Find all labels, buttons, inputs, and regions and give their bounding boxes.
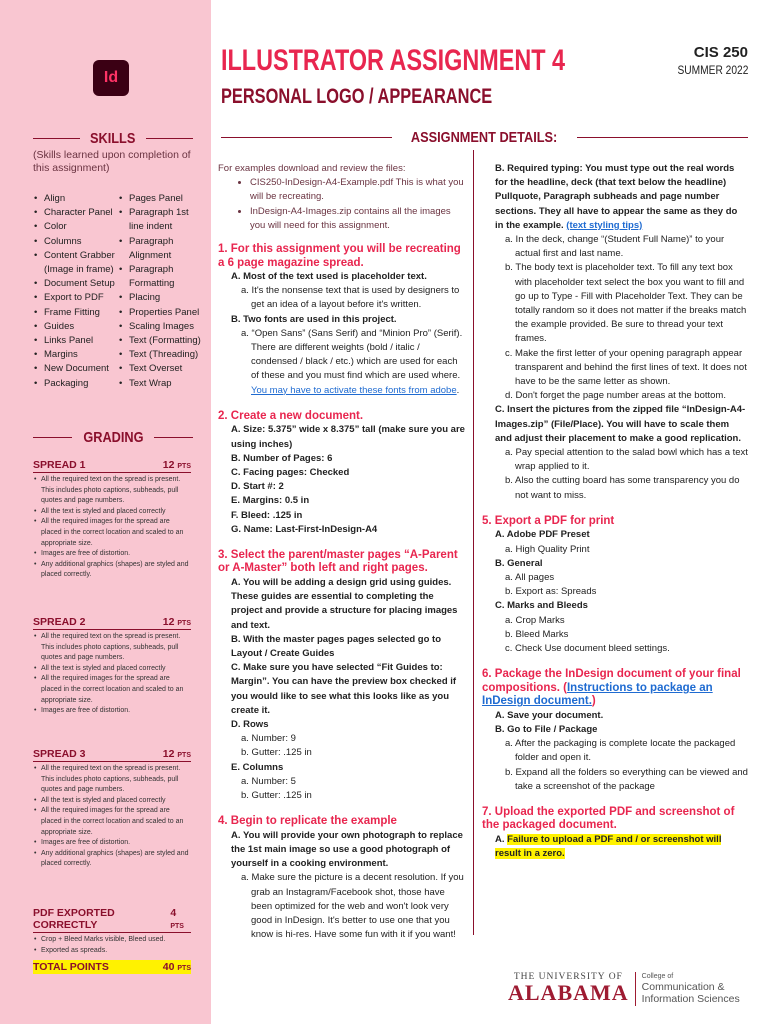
grading-heading: GRADING	[33, 429, 193, 446]
step-4-a: A. You will provide your own photograph to replace the 1st main image so use a good photograph of yourself in a cooking environment.	[231, 829, 463, 870]
skill-item: • Text (Formatting)	[129, 334, 205, 348]
step-2-item: F. Bleed: .125 in	[231, 509, 303, 521]
step-2-item: A. Size: 5.375” wide x 8.375” tall (make sure you are using inches)	[231, 424, 465, 450]
skill-item: • Placing	[129, 291, 205, 305]
logo-dept-1: Communication &	[641, 981, 725, 993]
grading-block-title: SPREAD 1	[33, 459, 86, 471]
step-5-c-a: a. Crop Marks	[505, 614, 565, 626]
skill-item: • Columns	[44, 235, 120, 249]
grading-criterion: • Any additional graphics (shapes) are styled and placed correctly.	[41, 849, 191, 870]
step-4-c-b: b. Also the cutting board has some transparency you do not want to miss.	[505, 475, 740, 501]
step-3-d-b: b. Gutter: .125 in	[241, 747, 312, 759]
grading-criterion: • All the required images for the spread are placed in the correct location and scaled to an appropriate size.	[41, 517, 191, 549]
step-1-b-a: a. “Open Sans” (Sans Serif) and “Minion Pro” (Serif). There are different weights (bold / italic / condensed / black / etc.) which are used for each of these and you must find which are used where. You may have to activate these fonts from adobe.	[241, 327, 463, 396]
step-5-a: A. Adobe PDF Preset	[495, 529, 590, 541]
skill-item: • Text (Threading)	[129, 348, 205, 362]
step-4-c: C. Insert the pictures from the zipped file “InDesign-A4-Images.zip” (File/Place). You will have to scale them and adjust their placement to make a good replication.	[495, 404, 746, 444]
details-left-column	[218, 162, 466, 942]
list-item: • CIS250-InDesign-A4-Example.pdf This is what you will be recreating.	[250, 176, 466, 204]
grading-block-points: 12	[162, 748, 175, 760]
step-4-a-a: a. Make sure the picture is a decent resolution. If you grab an Instagram/Facebook shot, those have been optimized for the web and won't look very good in InDesign. It's better to use one that you know is hi-res. Have some fun with it if you want!	[241, 872, 464, 941]
step-2-item: B. Number of Pages: 6	[231, 452, 333, 464]
skill-item: • Content Grabber (Image in frame)	[44, 249, 120, 277]
step-1-b: B. Two fonts are used in this project.	[231, 313, 397, 325]
skill-item: • Paragraph 1st line indent	[129, 206, 205, 234]
step-6-b-a: a. After the packaging is complete locate the packaged folder and open it.	[505, 738, 736, 764]
step-4-b-d: d. Don't forget the page number areas at the bottom.	[505, 390, 726, 402]
step-2-items	[218, 423, 466, 537]
step-3-e-b: b. Gutter: .125 in	[241, 790, 312, 802]
grading-block-title: SPREAD 2	[33, 616, 86, 628]
step-5-b: B. General	[495, 557, 543, 569]
step-1-a-a: a. It's the nonsense text that is used by designers to get an idea of a layout before it's written.	[241, 285, 460, 311]
step-5-a-a: a. High Quality Print	[505, 543, 590, 555]
step-6-b-b: b. Expand all the folders so everything can be viewed and take a screenshot of the package	[505, 766, 748, 792]
logo-college: College of	[641, 973, 674, 980]
step-3-title: 3. Select the parent/master pages “A-Parent or A-Master” both left and right pages.	[218, 548, 458, 575]
grading-criterion: • All the text is styled and placed correctly	[41, 796, 191, 807]
total-points: TOTAL POINTS 40 PTS	[33, 961, 191, 973]
skill-item: • Export to PDF	[44, 291, 120, 305]
indesign-app-icon: Id	[93, 60, 129, 96]
grading-block-title: PDF EXPORTED CORRECTLY	[33, 907, 115, 931]
skill-item: • Links Panel	[44, 334, 120, 348]
step-5-title: 5. Export a PDF for print	[482, 514, 615, 527]
step-5-b-a: a. All pages	[505, 571, 555, 583]
grading-block: SPREAD 2 12 PTS • All the required text on the spread is present. This includes photo captions, subheads, pull quotes and page numbers. • All the text is styled and placed correctly • All the required images for the spread are placed in the correct location and scaled to an appropriate size. • Images are free of distortion.	[33, 616, 191, 717]
grading-criterion: • All the required images for the spread are placed in the correct location and scaled to an appropriate size.	[41, 806, 191, 838]
page-subtitle: PERSONAL LOGO / APPEARANCE	[221, 85, 493, 108]
step-6-b: B. Go to File / Package	[495, 723, 598, 735]
intro-list	[218, 176, 466, 233]
skill-item: • Guides	[44, 320, 120, 334]
skill-item: • Frame Fitting	[44, 306, 120, 320]
step-6-a: A. Save your document.	[495, 709, 604, 721]
details-heading: ASSIGNMENT DETAILS:	[221, 129, 748, 146]
skills-heading: SKILLS	[33, 130, 193, 147]
list-item: • InDesign-A4-Images.zip contains all the images you will need for this assignment.	[250, 205, 466, 233]
step-5-c: C. Marks and Bleeds	[495, 600, 588, 612]
step-3-d-a: a. Number: 9	[241, 733, 296, 745]
skill-item: • Document Setup	[44, 277, 120, 291]
grading-criterion: • All the text is styled and placed correctly	[41, 664, 191, 675]
skill-item: • Properties Panel	[129, 306, 205, 320]
step-2-title: 2. Create a new document.	[218, 409, 364, 422]
grading-criterion: • All the text is styled and placed correctly	[41, 507, 191, 518]
step-4-b: B. Required typing: You must type out the real words for the headline, deck (that text below the headline) Pullquote, Paragraph subheads and page number sections. They all have to appear the same as they do in the example. (text styling tips)	[495, 163, 738, 231]
course-code: CIS 250	[693, 44, 748, 61]
skill-item: • Align	[44, 192, 120, 206]
grading-criterion: • All the required images for the spread are placed in the correct location and scaled to an appropriate size.	[41, 674, 191, 706]
step-3-e: E. Columns	[231, 761, 284, 773]
grading-criterion: • Exported as spreads.	[41, 946, 191, 957]
university-logo	[508, 972, 740, 1006]
step-2-item: C. Facing pages: Checked	[231, 466, 350, 478]
grading-block: SPREAD 1 12 PTS • All the required text on the spread is present. This includes photo captions, subheads, pull quotes and page numbers. • All the text is styled and placed correctly • All the required images for the spread are placed in the correct location and scaled to an appropriate size. • Images are free of distortion. • Any additional graphics (shapes) are styled and placed correctly.	[33, 459, 191, 581]
course-term: SUMMER 2022	[677, 63, 748, 77]
step-7-title: 7. Upload the exported PDF and screenshot of the packaged document.	[482, 805, 735, 832]
step-5-c-b: b. Bleed Marks	[505, 628, 569, 640]
skill-item: • Paragraph Formatting	[129, 263, 205, 291]
grading-block-points: 12	[162, 616, 175, 628]
step-5-b-b: b. Export as: Spreads	[505, 586, 597, 598]
skill-item: • Packaging	[44, 377, 120, 391]
step-4-title: 4. Begin to replicate the example	[218, 815, 397, 828]
grading-block: SPREAD 3 12 PTS • All the required text on the spread is present. This includes photo captions, subheads, pull quotes and page numbers. • All the text is styled and placed correctly • All the required images for the spread are placed in the correct location and scaled to an appropriate size. • Images are free of distortion. • Any additional graphics (shapes) are styled and placed correctly.	[33, 748, 191, 870]
skill-item: • Paragraph Alignment	[129, 235, 205, 263]
grading-criterion: • All the required text on the spread is present. This includes photo captions, subheads, pull quotes and page numbers.	[41, 764, 191, 796]
step-4-b-c: c. Make the first letter of your opening paragraph appear transparent and behind the first lines of text. It does not have to be the same letter as shown.	[505, 347, 747, 388]
step-1-title: 1. For this assignment you will be recreating a 6 page magazine spread.	[218, 243, 461, 269]
fonts-link[interactable]: You may have to activate these fonts from adobe	[251, 384, 457, 396]
step-6-title: 6. Package the InDesign document of your final compositions. (Instructions to package an InDesign document.)	[482, 668, 741, 708]
logo-name: ALABAMA	[508, 980, 629, 1005]
grading-criterion: • Images are free of distortion.	[41, 838, 191, 849]
skills-note: (Skills learned upon completion of this assignment)	[33, 149, 191, 174]
step-2-item: D. Start #: 2	[231, 481, 284, 493]
intro-text: For examples download and review the files:	[218, 163, 406, 174]
skill-item: • Margins	[44, 348, 120, 362]
skill-item: • New Document	[44, 362, 120, 376]
column-divider	[473, 150, 474, 935]
details-right-column	[482, 162, 748, 861]
grading-block-title: SPREAD 3	[33, 748, 86, 760]
step-2-item: E. Margins: 0.5 in	[231, 495, 310, 507]
skills-list-2	[119, 192, 205, 391]
skill-item: • Color	[44, 220, 120, 234]
package-instructions-link[interactable]: Instructions to package an InDesign document.	[482, 681, 713, 708]
step-3-e-a: a. Number: 5	[241, 775, 296, 787]
grading-criterion: • All the required text on the spread is present. This includes photo captions, subheads, pull quotes and page numbers.	[41, 632, 191, 664]
step-4-c-a: a. Pay special attention to the salad bowl which has a text wrap applied to it.	[505, 447, 748, 473]
text-styling-tips-link[interactable]: (text styling tips)	[566, 219, 643, 231]
grading-criterion: • Images are free of distortion.	[41, 706, 191, 717]
grading-criterion: • Images are free of distortion.	[41, 549, 191, 560]
skill-item: • Text Wrap	[129, 377, 205, 391]
step-5-c-c: c. Check Use document bleed settings.	[505, 643, 670, 654]
grading-criterion: • All the required text on the spread is present. This includes photo captions, subheads, pull quotes and page numbers.	[41, 475, 191, 507]
skill-item: • Scaling Images	[129, 320, 205, 334]
step-3-b: B. With the master pages pages selected go to Layout / Create Guides	[231, 633, 442, 659]
step-1-a: A. Most of the text used is placeholder text.	[231, 271, 427, 283]
page-title: ILLUSTRATOR ASSIGNMENT 4	[221, 44, 566, 77]
logo-dept-2: Information Sciences	[641, 993, 740, 1005]
grading-block-points: 4	[170, 907, 177, 919]
grading-criterion: • Any additional graphics (shapes) are styled and placed correctly.	[41, 560, 191, 581]
grading-block: PDF EXPORTED CORRECTLY 4 PTS • Crop + Bleed Marks visible, Bleed used. • Exported as spreads.	[33, 907, 191, 956]
step-3-a: A. You will be adding a design grid using guides. These guides are essential to completing the project and provide a structure for placing images and text.	[231, 576, 458, 631]
skill-item: • Pages Panel	[129, 192, 205, 206]
step-4-b-b: b. The body text is placeholder text. To fill any text box with placeholder text select the box you want to fill and go up to Type - Fill with Placeholder Text. They can be totally random so it does not matter if the breaks match the example provided. Be sure to thread your text frames.	[505, 262, 747, 345]
skills-list-1	[34, 192, 120, 391]
step-4-b-a: a. In the deck, change “(Student Full Name)” to your actual first and last name.	[505, 234, 725, 260]
skill-item: • Character Panel	[44, 206, 120, 220]
step-2-item: G. Name: Last-First-InDesign-A4	[231, 523, 378, 535]
grading-criterion: • Crop + Bleed Marks visible, Bleed used.	[41, 935, 191, 946]
step-3-c: C. Make sure you have selected “Fit Guides to: Margin”. You can have the preview box checked if you would like to see what this looks like as you create it.	[231, 662, 457, 716]
grading-block-points: 12	[162, 459, 175, 471]
step-3-d: D. Rows	[231, 719, 269, 730]
step-7-a: A. Failure to upload a PDF and / or screenshot will result in a zero.	[495, 833, 722, 860]
skill-item: • Text Overset	[129, 362, 205, 376]
logo-top-text: THE UNIVERSITY OF	[513, 972, 623, 982]
